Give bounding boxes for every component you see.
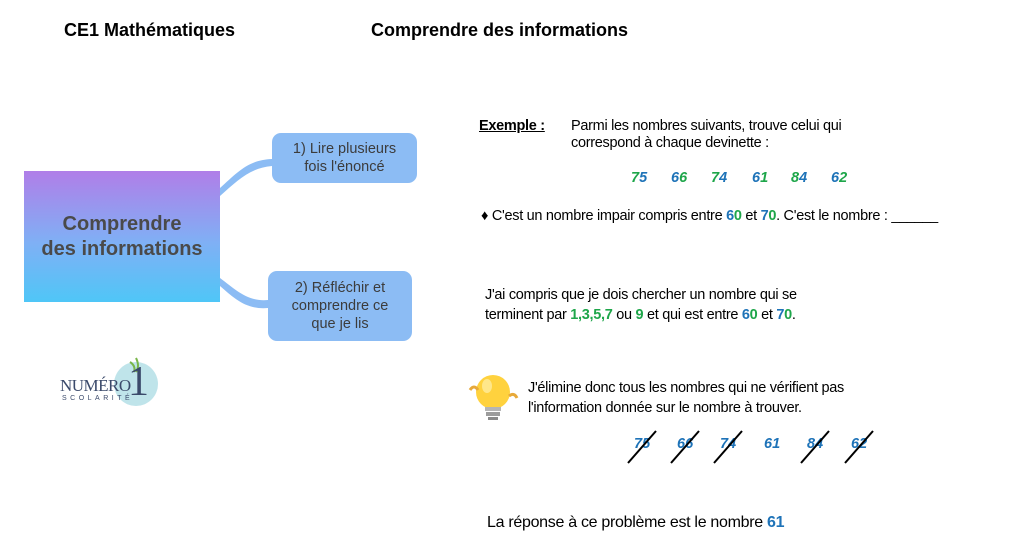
example-number: 62 (831, 170, 848, 186)
eliminated-number: 84 (807, 436, 824, 452)
example-number: 74 (711, 170, 728, 186)
clue-line: ♦ C'est un nombre impair compris entre 60 et 70. C'est le nombre : ______ (481, 208, 938, 224)
example-number: 84 (791, 170, 808, 186)
bubble-read-line-2: fois l'énoncé (304, 159, 385, 175)
kept-number: 61 (764, 436, 781, 452)
example-number: 75 (631, 170, 648, 186)
understood-line-2: terminent par 1,3,5,7 ou 9 et qui est entre 60 et 70. (485, 307, 796, 323)
bubble-think (268, 271, 412, 341)
logo-sub: SCOLARITÉ (62, 395, 134, 402)
central-node (24, 171, 220, 302)
eliminated-number: 62 (851, 436, 868, 452)
understood-line-1: J'ai compris que je dois chercher un nombre qui se (485, 287, 797, 303)
strike-74 (714, 431, 742, 463)
bubble-read (272, 133, 417, 183)
strike-62 (845, 431, 873, 463)
example-line-1: Parmi les nombres suivants, trouve celui qui (571, 118, 842, 134)
strike-66 (671, 431, 699, 463)
lightbulb-icon (465, 368, 521, 426)
bubble-think-line-2: comprendre ce (291, 298, 389, 314)
connector-2 (220, 278, 268, 308)
strike-marks (620, 425, 880, 470)
logo-text: NUMÉRO (60, 376, 131, 395)
bubble-read-line-1: 1) Lire plusieurs (292, 141, 397, 157)
numero1-logo (60, 350, 160, 410)
bullet-icon: ♦ (481, 208, 489, 224)
eliminate-line-1: J'élimine donc tous les nombres qui ne vérifient pas (528, 380, 845, 396)
eliminated-number: 74 (720, 436, 737, 452)
page-title: Comprendre des informations (371, 20, 629, 40)
bubble-think-line-1: 2) Réfléchir et (294, 280, 386, 296)
eliminated-number: 75 (634, 436, 651, 452)
example-number: 66 (671, 170, 688, 186)
example-label: Exemple : (479, 118, 545, 134)
central-line-1: Comprendre (62, 212, 182, 235)
logo-digit: 1 (128, 359, 149, 405)
bubble-think-line-3: que je lis (311, 316, 369, 332)
eliminate-line-2: l'information donnée sur le nombre à trouver. (528, 400, 802, 416)
connector-1 (220, 159, 272, 196)
example-line-2: correspond à chaque devinette : (571, 135, 769, 151)
central-line-2: des informations (41, 237, 203, 260)
strike-84 (801, 431, 829, 463)
strike-75 (628, 431, 656, 463)
example-number: 61 (752, 170, 769, 186)
subject-title: CE1 Mathématiques (64, 20, 236, 40)
answer-line: La réponse à ce problème est le nombre 61 (487, 514, 785, 531)
eliminated-number: 66 (677, 436, 694, 452)
